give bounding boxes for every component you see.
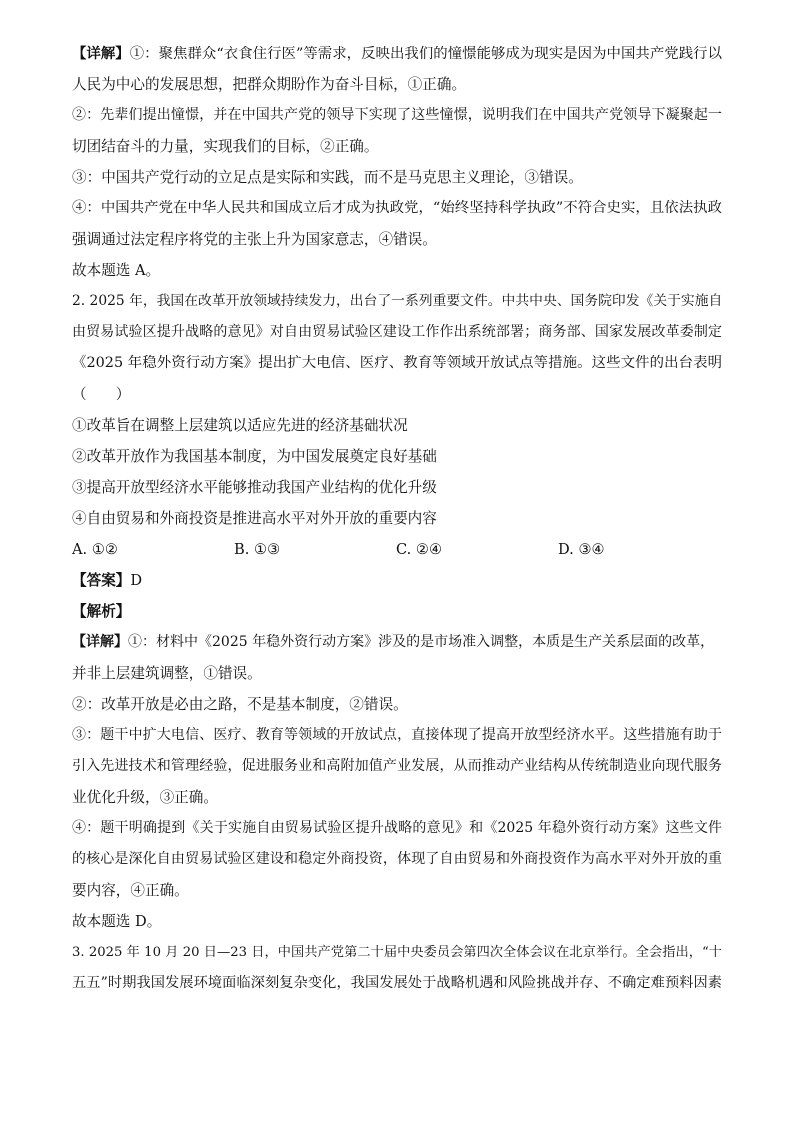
explain-tag: 【详解】 xyxy=(72,45,130,62)
q2-statement-3: ③提高开放型经济水平能够推动我国产业结构的优化升级 xyxy=(72,479,437,496)
q1-explain-line-6: ④：中国共产党在中华人民共和国成立后才成为执政党，“始终坚持科学执政”不符合史实，且依法执政 xyxy=(72,200,722,216)
option-c: C. ②④ xyxy=(396,541,443,558)
answer-tag: 【答案】 xyxy=(72,572,131,589)
explain-tag: 【详解】 xyxy=(72,634,128,650)
option-a: A. ①② xyxy=(72,541,118,558)
option-b: B. ①③ xyxy=(234,541,281,558)
q1-explain-line-4: 切团结奋斗的力量，实现我们的目标，②正确。 xyxy=(72,138,379,155)
q3-stem-line-2: 五五”时期我国发展环境面临深刻复杂变化，我国发展处于战略机遇和风险挑战并存、不确定难预料因素 xyxy=(72,975,722,991)
q2-explain-line-1 xyxy=(72,627,722,658)
answer-value: D xyxy=(130,572,143,589)
q1-explain-line-2: 人民为中心的发展思想，把群众期盼作为奋斗目标，①正确。 xyxy=(72,76,467,93)
q2-statement-1: ①改革旨在调整上层建筑以适应先进的经济基础状况 xyxy=(72,417,408,434)
q1-explain-line-5: ③：中国共产党行动的立足点是实际和实践，而不是马克思主义理论，③错误。 xyxy=(72,169,583,186)
q2-explain-line-8: 的核心是深化自由贸易试验区建设和稳定外商投资，体现了自由贸易和外商投资作为高水平对外开放的重 xyxy=(72,851,722,867)
q2-explain-line-5: 引入先进技术和管理经验，促进服务业和高附加值产业发展，从而推动产业结构从传统制造业向现代服务 xyxy=(72,758,722,774)
q2-analysis-line xyxy=(72,596,722,627)
q2-stem-line-1: 2. 2025 年，我国在改革开放领域持续发力，出台了一系列重要文件。中共中央、国务院印发《关于实施自 xyxy=(72,293,723,309)
q1-conclusion: 故本题选 A。 xyxy=(72,262,161,279)
analysis-tag: 【解析】 xyxy=(72,603,131,620)
q2-statement-2: ②改革开放作为我国基本制度，为中国发展奠定良好基础 xyxy=(72,448,437,465)
q2-stem-line-3: 《2025 年稳外资行动方案》提出扩大电信、医疗、教育等领域开放试点等措施。这些文件的出台表明 xyxy=(72,355,722,371)
q1-explain-line-7: 强调通过法定程序将党的主张上升为国家意志，④错误。 xyxy=(72,231,437,248)
q2-options xyxy=(72,534,722,565)
q2-explain-line-2: 并非上层建筑调整，①错误。 xyxy=(72,665,262,682)
q2-explain-text-1: ①：材料中《2025 年稳外资行动方案》涉及的是市场准入调整，本质是生产关系层面的改革， xyxy=(128,634,715,650)
q1-explain-text-1: ①：聚焦群众“衣食住行医”等需求，反映出我们的憧憬能够成为现实是因为中国共产党践行以 xyxy=(129,46,722,62)
q3-stem-line-1: 3. 2025 年 10 月 20 日—23 日，中国共产党第二十届中央委员会第四次全体会议在北京举行。全会指出，“十 xyxy=(72,945,722,960)
q2-explain-line-9: 要内容，④正确。 xyxy=(72,882,189,899)
q1-explain-line-1 xyxy=(72,38,722,69)
q2-explain-line-6: 业优化升级，③正确。 xyxy=(72,789,218,806)
q2-statement-4: ④自由贸易和外商投资是推进高水平对外开放的重要内容 xyxy=(72,510,437,527)
q2-conclusion: 故本题选 D。 xyxy=(72,913,162,930)
document-page xyxy=(72,38,722,999)
q2-explain-line-3: ②：改革开放是必由之路，不是基本制度，②错误。 xyxy=(72,696,408,713)
q2-explain-line-7: ④：题干明确提到《关于实施自由贸易试验区提升战略的意见》和《2025 年稳外资行动方案》这些文件 xyxy=(72,820,722,836)
option-d: D. ③④ xyxy=(558,541,605,558)
q2-stem-line-2: 由贸易试验区提升战略的意见》对自由贸易试验区建设工作作出系统部署；商务部、国家发展改革委制定 xyxy=(72,324,722,340)
q2-explain-line-4: ③：题干中扩大电信、医疗、教育等领域的开放试点，直接体现了提高开放型经济水平。这些措施有助于 xyxy=(72,727,722,743)
q2-answer-line xyxy=(72,565,722,596)
q1-explain-line-3: ②：先辈们提出憧憬，并在中国共产党的领导下实现了这些憧憬，说明我们在中国共产党领导下凝聚起一 xyxy=(72,107,722,123)
q2-answer-blank: （ ） xyxy=(72,386,131,403)
